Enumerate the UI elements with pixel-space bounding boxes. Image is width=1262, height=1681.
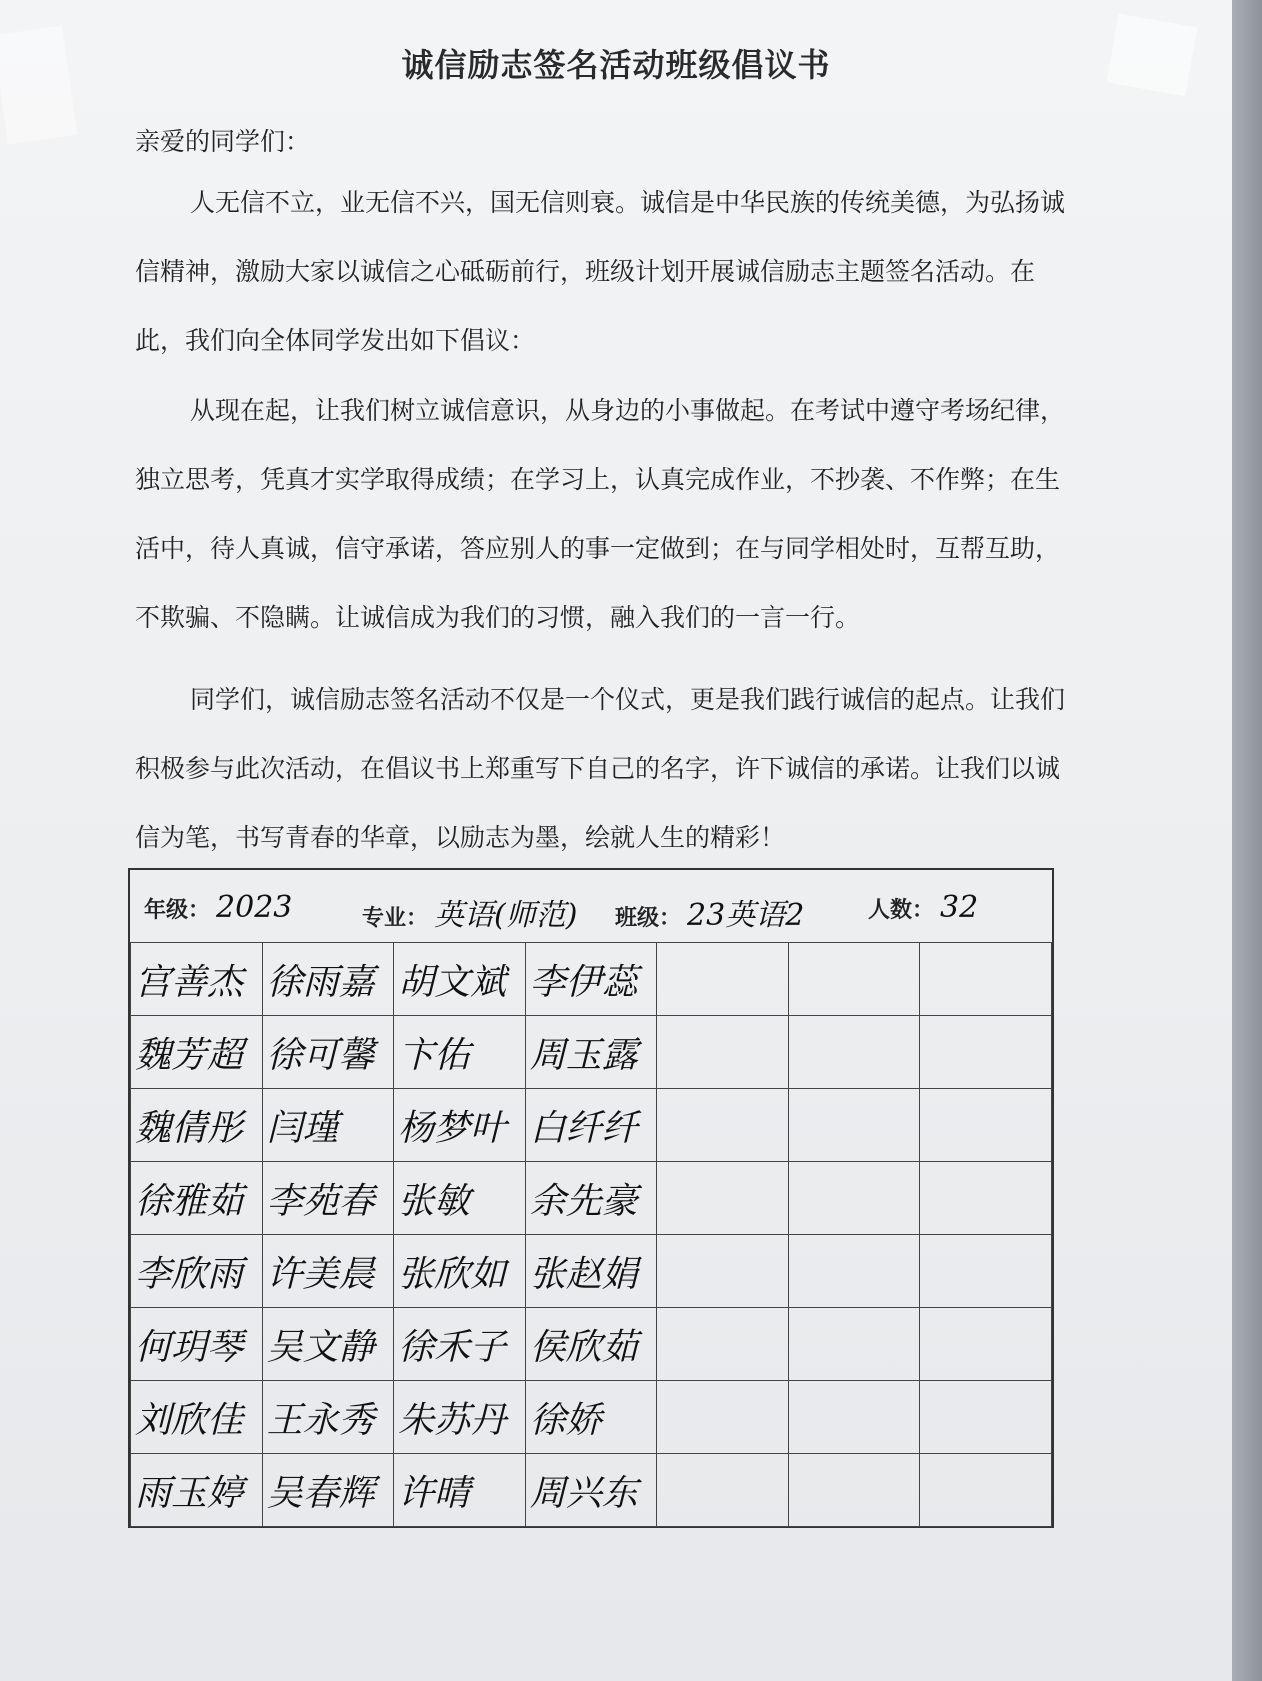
signature-cell: 王永秀 [262, 1381, 394, 1454]
signature-row [131, 1162, 1052, 1235]
major-field [362, 890, 577, 934]
signature-cell: 雨玉婷 [131, 1454, 263, 1527]
signature-cell: 魏芳超 [131, 1016, 263, 1089]
signature-cell [920, 1016, 1052, 1089]
signature-cell: 徐雅茹 [131, 1162, 263, 1235]
signature-cell: 徐可馨 [262, 1016, 394, 1089]
signature-cell: 何玥琴 [131, 1308, 263, 1381]
signature-cell [920, 1381, 1052, 1454]
signature-cell: 徐雨嘉 [262, 943, 394, 1016]
grade-value: 2023 [216, 890, 293, 925]
signature-sheet [128, 868, 1054, 1528]
signature-cell: 余先豪 [525, 1162, 657, 1235]
signature-cell: 李苑春 [262, 1162, 394, 1235]
signature-row [131, 1089, 1052, 1162]
signature-row [131, 943, 1052, 1016]
signature-cell [657, 1381, 789, 1454]
signature-cell: 吴春辉 [262, 1454, 394, 1527]
signature-row [131, 1016, 1052, 1089]
page-edge [1232, 0, 1262, 1681]
signature-cell [788, 943, 920, 1016]
signature-cell: 徐娇 [525, 1381, 657, 1454]
signature-cell: 侯欣茹 [525, 1308, 657, 1381]
signature-cell [657, 1089, 789, 1162]
signature-cell [657, 1016, 789, 1089]
signature-cell: 卞佑 [394, 1016, 526, 1089]
signature-cell [920, 1162, 1052, 1235]
signature-cell [657, 1235, 789, 1308]
signature-cell [788, 1381, 920, 1454]
signature-cell: 闫瑾 [262, 1089, 394, 1162]
signature-cell: 李欣雨 [131, 1235, 263, 1308]
signature-row [131, 1308, 1052, 1381]
signature-row [131, 1454, 1052, 1527]
paragraph-3: 同学们，诚信励志签名活动不仅是一个仪式，更是我们践行诚信的起点。让我们积极参与此次活动，在倡议书上郑重写下自己的名字，许下诚信的承诺。让我们以诚信为笔，书写青春的华章，以励志为墨，绘就人生的精彩！ [135, 685, 1066, 852]
count-value: 32 [940, 890, 979, 925]
signature-cell: 魏倩彤 [131, 1089, 263, 1162]
signature-cell [788, 1235, 920, 1308]
major-value: 英语(师范) [434, 898, 578, 933]
paragraph-2: 从现在起，让我们树立诚信意识，从身边的小事做起。在考试中遵守考场纪律，独立思考，凭真才实学取得成绩；在学习上，认真完成作业，不抄袭、不作弊；在生活中，待人真诚，信守承诺，答应别人的事一定做到；在与同学相处时，互帮互助，不欺骗、不隐瞒。让诚信成为我们的习惯，融入我们的一言一行。 [135, 396, 1066, 632]
signature-row [131, 1381, 1052, 1454]
signature-cell: 刘欣佳 [131, 1381, 263, 1454]
signature-cell: 周兴东 [525, 1454, 657, 1527]
signature-cell: 朱苏丹 [394, 1381, 526, 1454]
signature-cell [657, 943, 789, 1016]
signature-cell [788, 1454, 920, 1527]
signature-cell [657, 1162, 789, 1235]
signature-cell [920, 1308, 1052, 1381]
signature-row [131, 1235, 1052, 1308]
signature-cell: 吴文静 [262, 1308, 394, 1381]
signature-cell: 杨梦叶 [394, 1089, 526, 1162]
signature-cell [788, 1308, 920, 1381]
greeting: 亲爱的同学们： [135, 127, 311, 156]
signature-cell [920, 1235, 1052, 1308]
class-value: 23英语2 [687, 898, 805, 933]
signature-cell [788, 1162, 920, 1235]
signature-cell: 胡文斌 [394, 943, 526, 1016]
signature-cell [920, 1089, 1052, 1162]
signature-cell: 张赵娟 [525, 1235, 657, 1308]
signature-cell: 徐禾子 [394, 1308, 526, 1381]
signature-cell: 宫善杰 [131, 943, 263, 1016]
signature-cell [657, 1308, 789, 1381]
class-field [615, 890, 804, 934]
signature-cell: 周玉露 [525, 1016, 657, 1089]
count-label: 人数： [868, 898, 935, 923]
grade-label: 年级： [144, 898, 211, 923]
signature-cell: 许美晨 [262, 1235, 394, 1308]
class-label: 班级： [615, 906, 682, 931]
signature-cell: 白纤纤 [525, 1089, 657, 1162]
signature-cell [788, 1016, 920, 1089]
signature-cell [657, 1454, 789, 1527]
signature-table [130, 942, 1052, 1527]
grade-field [144, 890, 292, 925]
signature-cell [920, 943, 1052, 1016]
signature-cell [788, 1089, 920, 1162]
major-label: 专业： [362, 906, 429, 931]
signature-cell [920, 1454, 1052, 1527]
document-title: 诚信励志签名活动班级倡议书 [401, 46, 831, 84]
signature-cell: 张敏 [394, 1162, 526, 1235]
paragraph-1: 人无信不立，业无信不兴，国无信则衰。诚信是中华民族的传统美德，为弘扬诚信精神，激励大家以诚信之心砥砺前行，班级计划开展诚信励志主题签名活动。在此，我们向全体同学发出如下倡议： [135, 188, 1066, 355]
signature-cell: 李伊蕊 [525, 943, 657, 1016]
signature-cell: 许晴 [394, 1454, 526, 1527]
count-field [868, 890, 978, 925]
signature-cell: 张欣如 [394, 1235, 526, 1308]
